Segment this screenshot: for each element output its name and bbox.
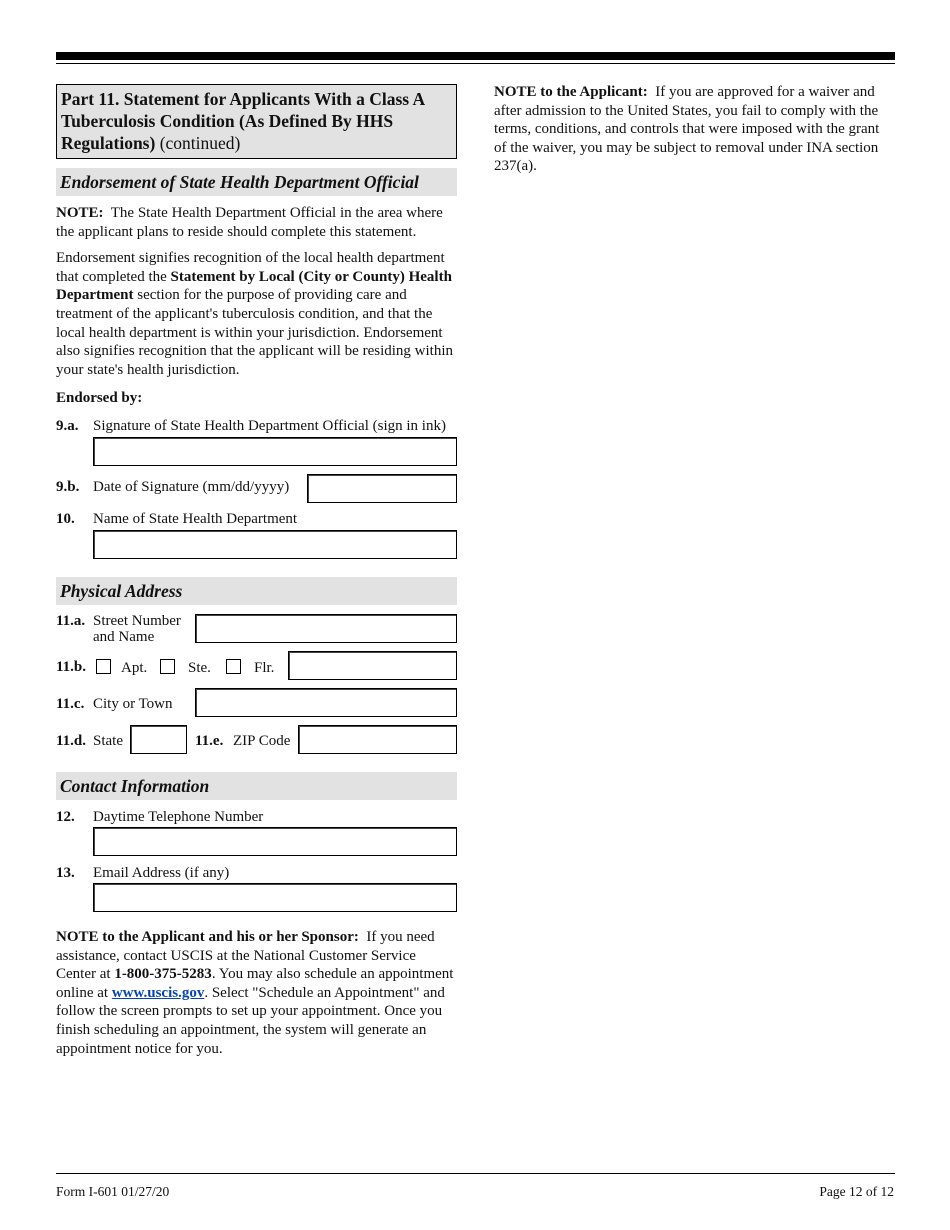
endorsement-para-part1: Endorsement signifies recognition of the local health department that completed the [56,250,445,285]
sponsor-note-text2: . You may also schedule an appointment online at [56,966,454,1001]
field-13-label: Email Address (if any) [93,864,230,881]
field-12-label: Daytime Telephone Number [93,808,264,825]
daytime-telephone-field[interactable] [93,827,457,856]
applicant-note-text: If you are approved for a waiver and after admission to the United States, you fail to comply with the terms, conditions, and controls that were imposed with the grant of the waiver, you may be subject to removal under INA section 237(a). [494,84,880,175]
endorsement-note-text: The State Health Department Official in the area where the applicant plans to reside should complete this statement. [56,205,443,240]
endorsed-by-label: Endorsed by: [56,390,143,407]
contact-information-header: Contact Information [56,772,457,800]
part-continued: (continued) [159,133,241,153]
uscis-website-link[interactable]: www.uscis.gov [111,984,205,1001]
field-11c-label: City or Town [93,695,173,712]
date-of-signature-field[interactable] [307,474,457,503]
signature-official-field[interactable] [93,437,457,466]
sponsor-note-label: NOTE to the Applicant and his or her Sponsor: [56,928,359,945]
left-column [56,84,457,1057]
apt-label: Apt. [121,659,148,676]
field-13-number: 13. [56,864,75,881]
field-11b-number: 11.b. [56,658,87,675]
email-address-field[interactable] [93,883,457,912]
endorsement-para-bold: Statement by Local (City or County) Health Department [56,268,452,304]
field-9b-label: Date of Signature (mm/dd/yyyy) [93,478,290,495]
city-or-town-field[interactable] [195,688,457,717]
field-9a-number: 9.a. [56,417,79,434]
field-11a-number: 11.a. [56,612,86,629]
flr-checkbox[interactable] [226,659,241,674]
field-9b-number: 9.b. [56,478,80,495]
flr-label: Flr. [254,659,275,676]
field-12-number: 12. [56,808,75,825]
sponsor-note-text3: . Select "Schedule an Appointment" and follow the screen prompts to set up your appointment. Once you finish scheduling an appointment, the system will generate an appointment notice for you. [56,984,445,1057]
physical-address-header: Physical Address [56,577,457,605]
street-number-name-field[interactable] [195,614,457,643]
sponsor-note [56,928,457,1058]
sponsor-note-text1: If you need assistance, contact USCIS at the National Customer Service Center at [56,928,435,983]
field-10-number: 10. [56,510,75,527]
applicant-note [494,83,895,176]
applicant-note-label: NOTE to the Applicant: [494,84,648,100]
field-11d-number: 11.d. [56,732,87,749]
field-11a-label-line1: Street Number [93,612,181,629]
field-11d-label: State [93,732,123,749]
apt-checkbox[interactable] [96,659,111,674]
field-11a-label-line2: and Name [93,628,155,645]
page-number: Page 12 of 12 [819,1184,894,1199]
endorsement-note [56,204,457,241]
ste-checkbox[interactable] [160,659,175,674]
field-11e-number: 11.e. [195,732,224,749]
state-health-department-name-field[interactable] [93,530,457,559]
apt-ste-flr-number-field[interactable] [288,651,457,680]
field-10-label: Name of State Health Department [93,510,298,527]
footer-rule [56,1173,895,1174]
field-9a-label: Signature of State Health Department Official (sign in ink) [93,417,446,434]
endorsement-para-part2: section for the purpose of providing care and treatment of the applicant's tuberculosis condition, and that the local health department is within your jurisdiction. Endorsement also signifies recognition that the applicant will be residing within your state's health jurisdiction. [56,287,454,378]
form-identifier: Form I-601 01/27/20 [56,1184,170,1199]
endorsement-paragraph [56,249,457,379]
state-field[interactable] [130,725,187,754]
part-header [56,84,457,159]
top-rule-thin [56,63,895,64]
top-rule-thick [56,52,895,60]
zip-code-field[interactable] [298,725,457,754]
field-11c-number: 11.c. [56,695,85,712]
endorsement-section-header: Endorsement of State Health Department Official [56,168,457,196]
right-column [494,83,895,176]
ste-label: Ste. [188,659,211,676]
part-title: Part 11. Statement for Applicants With a Class A Tuberculosis Condition (As Defined By HHS Regulations) [61,89,425,153]
uscis-phone-number: 1-800-375-5283 [114,966,212,983]
endorsement-note-label: NOTE: [56,205,104,221]
field-11e-label: ZIP Code [233,732,291,749]
